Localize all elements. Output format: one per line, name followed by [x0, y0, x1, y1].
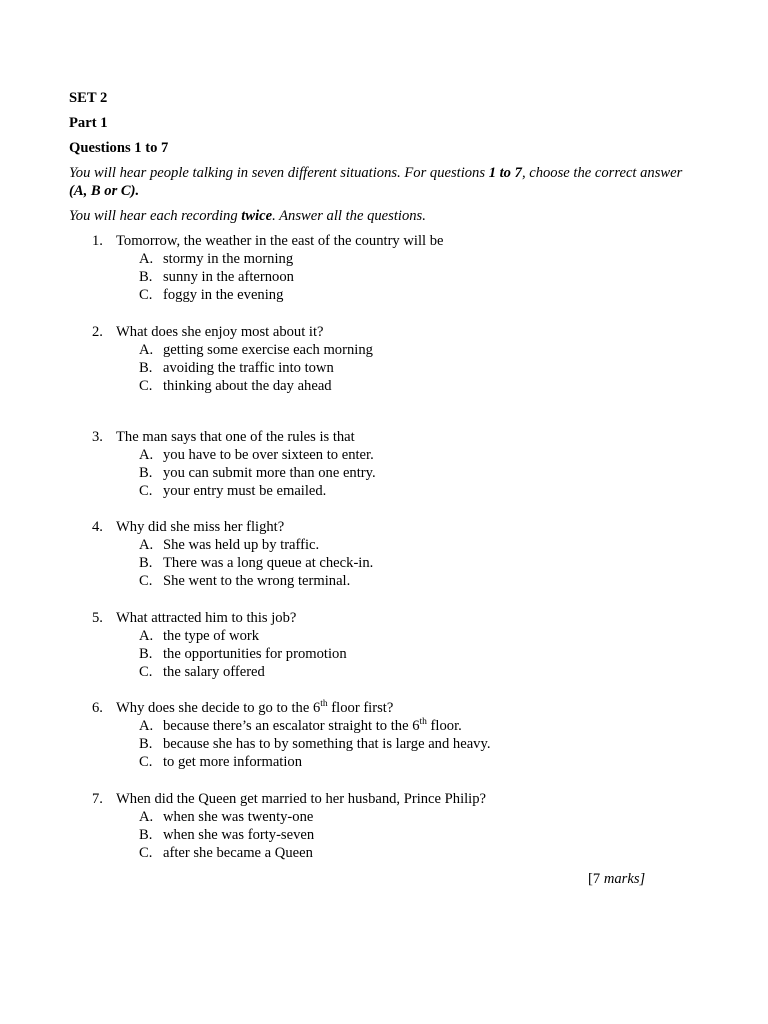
option-text: She went to the wrong terminal. [163, 573, 351, 589]
option-letter: A. [139, 251, 154, 267]
instruction-2-emphasis: twice [241, 208, 273, 224]
option-letter: B. [139, 465, 153, 481]
question-text: The man says that one of the rules is that [116, 429, 355, 445]
option-b [139, 554, 692, 572]
option-text: stormy in the morning [163, 251, 294, 267]
option-text: because there’s an escalator straight to the 6th floor. [163, 717, 462, 734]
option-b [139, 645, 692, 663]
option-text: There was a long queue at check-in. [163, 555, 374, 571]
question-1 [92, 232, 692, 304]
option-c [139, 286, 692, 304]
option-letter: C. [139, 378, 153, 394]
question-6 [92, 699, 692, 771]
option-letter: A. [139, 809, 154, 825]
part-title: Part 1 [69, 115, 108, 131]
question-5 [92, 609, 692, 681]
question-number: 5. [92, 610, 103, 626]
option-text: the salary offered [163, 664, 265, 680]
option-letter: C. [139, 845, 153, 861]
option-b [139, 464, 692, 482]
question-text: Why does she decide to go to the 6th floor first? [116, 699, 394, 716]
option-b [139, 359, 692, 377]
option-text: your entry must be emailed. [163, 483, 327, 499]
option-text: the opportunities for promotion [163, 646, 347, 662]
option-letter: C. [139, 573, 153, 589]
option-letter: A. [139, 537, 154, 553]
option-c [139, 482, 692, 500]
option-text: She was held up by traffic. [163, 537, 320, 553]
option-letter: A. [139, 447, 154, 463]
option-text: when she was twenty-one [163, 809, 314, 825]
option-text: avoiding the traffic into town [163, 360, 334, 376]
option-a [139, 808, 692, 826]
instruction-1-range: 1 to 7 [488, 165, 522, 181]
option-a [139, 341, 692, 359]
option-text: foggy in the evening [163, 287, 284, 303]
question-4 [92, 518, 692, 590]
option-letter: B. [139, 646, 153, 662]
option-letter: B. [139, 360, 153, 376]
question-number: 2. [92, 324, 103, 340]
instruction-paragraph-1 [69, 164, 689, 200]
question-text: What does she enjoy most about it? [116, 324, 324, 340]
option-text: to get more information [163, 754, 303, 770]
instruction-1-options: (A, B or C). [69, 183, 140, 199]
option-text: after she became a Queen [163, 845, 313, 861]
option-letter: A. [139, 628, 154, 644]
question-7 [92, 790, 692, 862]
option-text: because she has to by something that is large and heavy. [163, 736, 491, 752]
option-a [139, 717, 692, 735]
question-text: Why did she miss her flight? [116, 519, 285, 535]
instruction-1-mid: , choose the correct answer [521, 165, 683, 181]
option-letter: C. [139, 754, 153, 770]
option-a [139, 627, 692, 645]
option-a [139, 446, 692, 464]
question-2 [92, 323, 692, 395]
instruction-paragraph-2 [69, 207, 689, 225]
marks-label: [7 marks] [588, 871, 646, 887]
option-text: getting some exercise each morning [163, 342, 373, 358]
option-letter: C. [139, 287, 153, 303]
option-text: the type of work [163, 628, 260, 644]
question-number: 4. [92, 519, 103, 535]
instruction-1-text: You will hear people talking in seven different situations. For questions [69, 165, 489, 181]
option-letter: A. [139, 718, 154, 734]
option-b [139, 826, 692, 844]
option-a [139, 536, 692, 554]
option-text: you have to be over sixteen to enter. [163, 447, 374, 463]
option-letter: C. [139, 664, 153, 680]
option-letter: B. [139, 555, 153, 571]
section-title: Questions 1 to 7 [69, 140, 169, 156]
instruction-2-post: . Answer all the questions. [272, 208, 426, 224]
option-b [139, 268, 692, 286]
option-c [139, 753, 692, 771]
question-number: 3. [92, 429, 103, 445]
option-text: you can submit more than one entry. [163, 465, 376, 481]
option-c [139, 663, 692, 681]
option-b [139, 735, 692, 753]
option-letter: B. [139, 269, 153, 285]
option-letter: A. [139, 342, 154, 358]
question-number: 6. [92, 700, 103, 716]
instruction-2-text: You will hear each recording [69, 208, 242, 224]
option-c [139, 572, 692, 590]
question-text: What attracted him to this job? [116, 610, 297, 626]
option-text: when she was forty-seven [163, 827, 315, 843]
question-text: When did the Queen get married to her husband, Prince Philip? [116, 791, 487, 807]
question-text: Tomorrow, the weather in the east of the country will be [116, 233, 444, 249]
option-text: thinking about the day ahead [163, 378, 332, 394]
set-title: SET 2 [69, 90, 108, 106]
option-letter: B. [139, 827, 153, 843]
option-c [139, 377, 692, 395]
question-number: 7. [92, 791, 103, 807]
option-a [139, 250, 692, 268]
question-3 [92, 428, 692, 500]
option-letter: B. [139, 736, 153, 752]
option-letter: C. [139, 483, 153, 499]
option-text: sunny in the afternoon [163, 269, 294, 285]
question-number: 1. [92, 233, 103, 249]
option-c [139, 844, 692, 862]
